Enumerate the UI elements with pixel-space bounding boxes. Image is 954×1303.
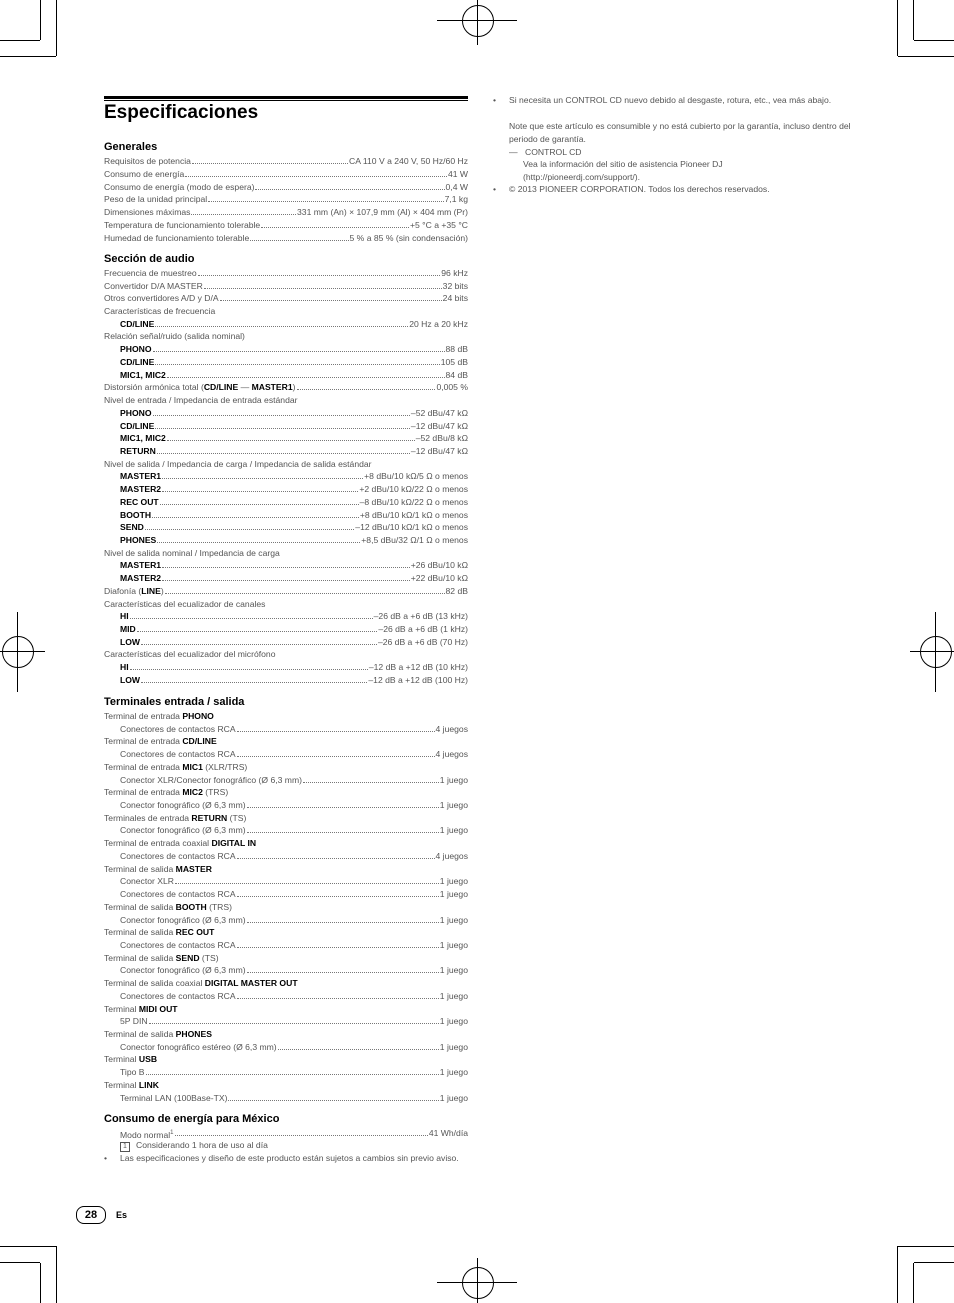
spec-row: Distorsión armónica total (CD/LINE — MASTER1) 0,005 % bbox=[104, 382, 468, 392]
spec-row: Temperatura de funcionamiento tolerable +5 °C a +35 °C bbox=[104, 220, 468, 230]
spec-subheading: Características del ecualizador del micrófono bbox=[104, 649, 276, 659]
spec-row: Humedad de funcionamiento tolerable 5 % a 85 % (sin condensación) bbox=[104, 232, 468, 243]
spec-row: Modo normal$^1$ 41 Wh/día bbox=[120, 1128, 468, 1140]
spec-row: 5P DIN 1 juego bbox=[120, 1016, 468, 1027]
spec-row: Diafonía (LINE) 82 dB bbox=[104, 586, 468, 596]
spec-row: HI –12 dB a +12 dB (10 kHz) bbox=[120, 662, 468, 672]
terminal-heading: Terminal de salida PHONES bbox=[104, 1029, 212, 1039]
language-code: Es bbox=[116, 1210, 128, 1220]
spec-row: REC OUT –8 dBu/10 kΩ/22 Ω o menos bbox=[120, 497, 468, 507]
spec-subheading: Relación señal/ruido (salida nominal) bbox=[104, 331, 245, 341]
terminal-heading: Terminal de salida REC OUT bbox=[104, 927, 215, 938]
spec-row: Conectores de contactos RCA 4 juegos bbox=[120, 749, 468, 760]
spec-row: Conector fonográfico (Ø 6,3 mm) 1 juego bbox=[120, 965, 468, 976]
terminal-heading: Terminal de salida coaxial DIGITAL MASTER OUT bbox=[104, 978, 298, 989]
spec-row: Requisitos de potencia CA 110 V a 240 V, 50 Hz/60 Hz bbox=[104, 156, 468, 166]
terminal-heading: Terminal MIDI OUT bbox=[104, 1003, 178, 1014]
spec-row: Conector fonográfico estéreo (Ø 6,3 mm) 1 juego bbox=[120, 1041, 468, 1052]
spec-row: CD/LINE –12 dBu/47 kΩ bbox=[120, 421, 468, 431]
spec-subheading: Características de frecuencia bbox=[104, 306, 216, 316]
section-heading-terminales: Terminales entrada / salida bbox=[104, 696, 245, 708]
spec-row: MASTER1 +26 dBu/10 kΩ bbox=[120, 560, 468, 570]
dash-glyph: — bbox=[509, 147, 518, 157]
terminal-heading: Terminal USB bbox=[104, 1054, 158, 1065]
spec-row: Conectores de contactos RCA 1 juego bbox=[120, 990, 468, 1001]
terminal-heading: Terminal de entrada PHONO bbox=[104, 711, 214, 721]
control-cd-note: Si necesita un CONTROL CD nuevo debido al desgaste, rotura, etc., vea más abajo. bbox=[509, 95, 832, 105]
spec-row: Dimensiones máximas 331 mm (An) × 107,9 mm (Al) × 404 mm (Pr) bbox=[104, 207, 468, 218]
spec-row: Terminal LAN (100Base-TX) 1 juego bbox=[120, 1092, 468, 1103]
terminal-heading: Terminal de entrada CD/LINE bbox=[104, 736, 217, 747]
title-rule-thin bbox=[104, 100, 468, 101]
spec-row: SEND –12 dBu/10 kΩ/1 kΩ o menos bbox=[120, 522, 468, 532]
consumable-note: Note que este artículo es consumible y no está cubierto por la garantía, incluso dentro del periodo de garantía. bbox=[509, 121, 851, 144]
spec-subheading: Nivel de entrada / Impedancia de entrada estándar bbox=[104, 395, 298, 405]
spec-row: CD/LINE 20 Hz a 20 kHz bbox=[120, 319, 468, 329]
spec-row: Convertidor D/A MASTER 32 bits bbox=[104, 281, 468, 291]
spec-row: Conectores de contactos RCA 4 juegos bbox=[120, 723, 468, 734]
spec-row: CD/LINE 105 dB bbox=[120, 357, 468, 367]
spec-row: PHONES +8,5 dBu/32 Ω/1 Ω o menos bbox=[120, 535, 468, 545]
spec-row: HI –26 dB a +6 dB (13 kHz) bbox=[120, 611, 468, 621]
spec-row: PHONO 88 dB bbox=[120, 344, 468, 354]
terminal-heading: Terminal de entrada MIC1 (XLR/TRS) bbox=[104, 761, 248, 772]
spec-row: Conector XLR/Conector fonográfico (Ø 6,3 mm) 1 juego bbox=[120, 774, 468, 785]
bullet-glyph: • bbox=[104, 1153, 108, 1163]
spec-row: Conectores de contactos RCA 1 juego bbox=[120, 889, 468, 900]
spec-row: BOOTH +8 dBu/10 kΩ/1 kΩ o menos bbox=[120, 510, 468, 520]
bullet-glyph: • bbox=[493, 184, 497, 194]
spec-row: Conectores de contactos RCA 1 juego bbox=[120, 939, 468, 950]
spec-row: LOW –26 dB a +6 dB (70 Hz) bbox=[120, 637, 468, 647]
spec-row: Consumo de energía (modo de espera) 0,4 W bbox=[104, 181, 468, 192]
spec-row: Conector XLR 1 juego bbox=[120, 876, 468, 887]
spec-subheading: Características del ecualizador de canales bbox=[104, 599, 266, 609]
spec-row: Conector fonográfico (Ø 6,3 mm) 1 juego bbox=[120, 825, 468, 836]
spec-row: Peso de la unidad principal 7,1 kg bbox=[104, 194, 468, 205]
spec-row: Otros convertidores A/D y D/A 24 bits bbox=[104, 293, 468, 303]
terminal-heading: Terminales de entrada RETURN (TS) bbox=[104, 812, 247, 823]
spec-subheading: Nivel de salida / Impedancia de carga / Impedancia de salida estándar bbox=[104, 459, 372, 469]
spec-row: MID –26 dB a +6 dB (1 kHz) bbox=[120, 624, 468, 634]
spec-row: RETURN –12 dBu/47 kΩ bbox=[120, 446, 468, 456]
spec-row: MIC1, MIC2 84 dB bbox=[120, 370, 468, 380]
section-heading-mexico: Consumo de energía para México bbox=[104, 1113, 280, 1125]
spec-row: Tipo B 1 juego bbox=[120, 1067, 468, 1078]
spec-row: Conectores de contactos RCA 4 juegos bbox=[120, 850, 468, 861]
spec-row: Frecuencia de muestreo 96 kHz bbox=[104, 268, 468, 278]
spec-subheading: Nivel de salida nominal / Impedancia de carga bbox=[104, 548, 280, 558]
disclaimer-text: Las especificaciones y diseño de este producto están sujetos a cambios sin previo aviso. bbox=[120, 1153, 459, 1163]
spec-row: PHONO –52 dBu/47 kΩ bbox=[120, 408, 468, 418]
spec-row: Conector fonográfico (Ø 6,3 mm) 1 juego bbox=[120, 800, 468, 811]
section-heading-generales: Generales bbox=[104, 141, 158, 153]
control-cd-label: CONTROL CD bbox=[525, 147, 582, 157]
spec-row: MASTER1 +8 dBu/10 kΩ/5 Ω o menos bbox=[120, 471, 468, 481]
terminal-heading: Terminal LINK bbox=[104, 1079, 159, 1090]
spec-row: MASTER2 +2 dBu/10 kΩ/22 Ω o menos bbox=[120, 484, 468, 494]
terminal-heading: Terminal de entrada MIC2 (TRS) bbox=[104, 787, 229, 798]
bullet-glyph: • bbox=[493, 95, 497, 105]
page-title: Especificaciones bbox=[104, 102, 259, 123]
terminal-heading: Terminal de salida MASTER bbox=[104, 863, 212, 874]
terminal-heading: Terminal de salida BOOTH (TRS) bbox=[104, 901, 232, 912]
footnote: 1 Considerando 1 hora de uso al día bbox=[120, 1139, 268, 1152]
support-info: Vea la información del sitio de asistencia Pioneer DJ (http://pioneerdj.com/support/). bbox=[523, 159, 723, 182]
spec-row: MASTER2 +22 dBu/10 kΩ bbox=[120, 573, 468, 583]
spec-row: MIC1, MIC2 –52 dBu/8 kΩ bbox=[120, 433, 468, 443]
copyright-text: © 2013 PIONEER CORPORATION. Todos los derechos reservados. bbox=[509, 184, 770, 194]
page-number: 28 bbox=[76, 1206, 106, 1224]
spec-row: LOW –12 dB a +12 dB (100 Hz) bbox=[120, 675, 468, 685]
spec-row: Conector fonográfico (Ø 6,3 mm) 1 juego bbox=[120, 914, 468, 925]
section-heading-audio: Sección de audio bbox=[104, 253, 195, 265]
terminal-heading: Terminal de entrada coaxial DIGITAL IN bbox=[104, 838, 257, 849]
spec-row: Consumo de energía 41 W bbox=[104, 168, 468, 179]
terminal-heading: Terminal de salida SEND (TS) bbox=[104, 952, 219, 963]
title-rule bbox=[104, 96, 468, 99]
